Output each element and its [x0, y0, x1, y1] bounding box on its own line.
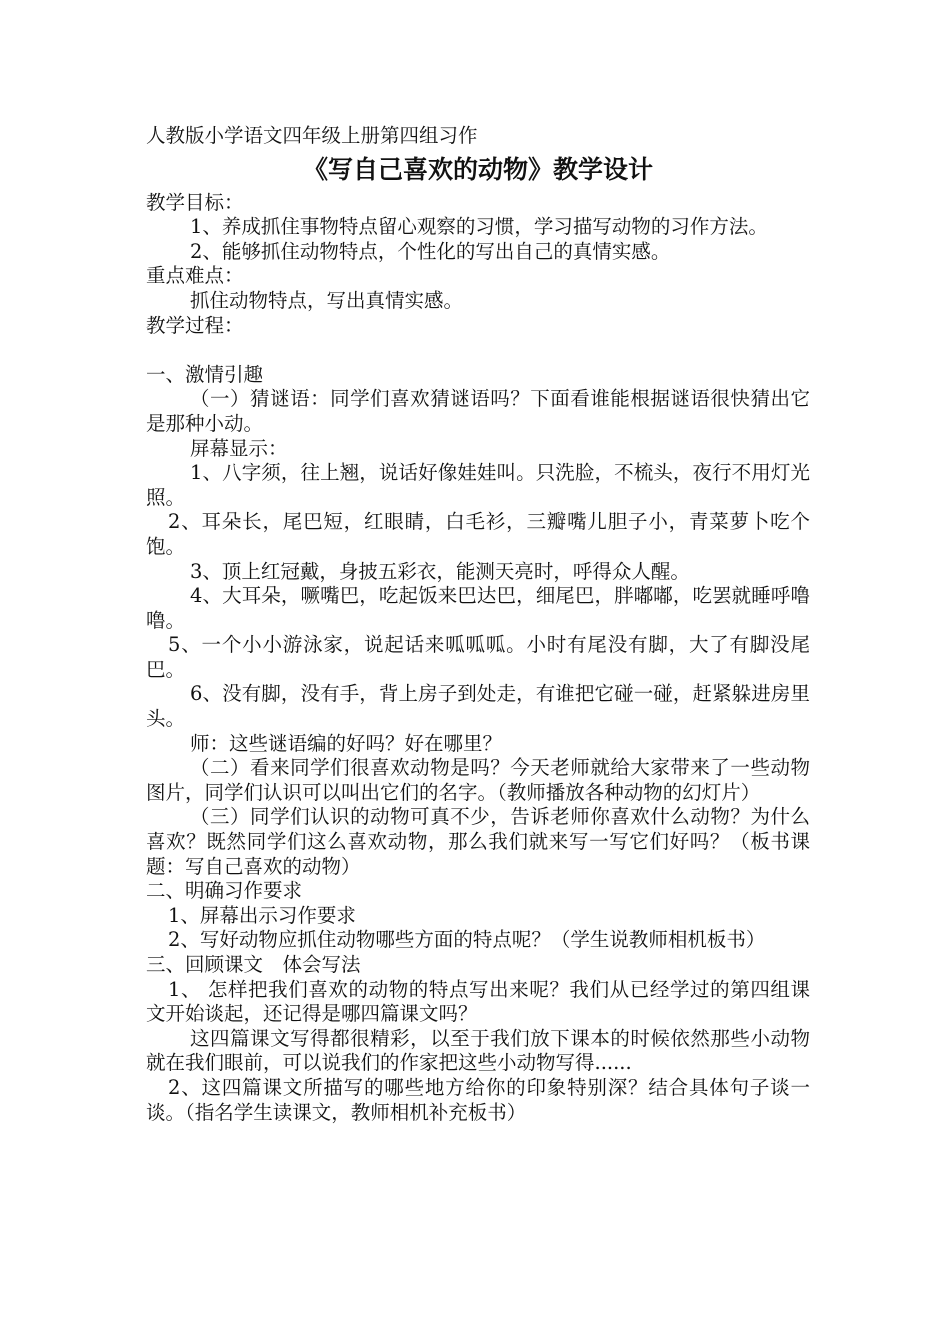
paragraph: 教学目标： — [146, 190, 244, 214]
paragraph: 1、 怎样把我们喜欢的动物的特点写出来呢？我们从已经学过的第四组课文开始谈起，还记得是哪四篇课文吗？ — [146, 977, 810, 1026]
paragraph: 1、屏幕出示习作要求 — [168, 903, 356, 927]
paragraph: 抓住动物特点，写出真情实感。 — [190, 288, 464, 312]
paragraph: 2、写好动物应抓住动物哪些方面的特点呢？（学生说教师相机板书） — [168, 928, 766, 952]
paragraph: （二）看来同学们很喜欢动物是吗？今天老师就给大家带来了一些动物图片，同学们认识可以叫出它们的名字。（教师播放各种动物的幻灯片） — [146, 756, 810, 804]
paragraph: 一、激情引趣 — [146, 362, 264, 386]
paragraph: 2、耳朵长，尾巴短，红眼睛，白毛衫，三瓣嘴儿胆子小，青菜萝卜吃个饱。 — [146, 510, 810, 558]
paragraph: （一）猜谜语：同学们喜欢猜谜语吗？下面看谁能根据谜语很快猜出它是那种小动。 — [146, 387, 810, 435]
paragraph: 1、八字须，往上翘，说话好像娃娃叫。只洗脸，不梳头，夜行不用灯光照。 — [146, 461, 810, 509]
paragraph: 1、养成抓住事物特点留心观察的习惯，学习描写动物的习作方法。 — [190, 215, 768, 239]
blank-line — [146, 338, 810, 363]
paragraph: 6、没有脚，没有手，背上房子到处走，有谁把它碰一碰，赶紧躲进房里头。 — [146, 682, 810, 731]
paragraph: 2、能够抓住动物特点，个性化的写出自己的真情实感。 — [190, 239, 671, 263]
document-subtitle: 人教版小学语文四年级上册第四组习作 — [146, 124, 478, 147]
paragraph-list — [146, 191, 810, 1126]
paragraph: 二、明确习作要求 — [146, 879, 303, 903]
paragraph: 教学过程： — [146, 313, 244, 337]
paragraph: 屏幕显示： — [190, 436, 288, 460]
paragraph: （三）同学们认识的动物可真不少，告诉老师你喜欢什么动物？为什么喜欢？既然同学们这么喜欢动物，那么我们就来写一写它们好吗？（板书课题：写自己喜欢的动物） — [146, 805, 810, 878]
document-body — [146, 124, 810, 1125]
paragraph: 三、回顾课文 体会写法 — [146, 953, 361, 976]
document-title: 《写自己喜欢的动物》教学设计 — [302, 154, 653, 184]
paragraph: 重点难点： — [146, 264, 244, 288]
paragraph: 师：这些谜语编的好吗？好在哪里？ — [190, 731, 503, 755]
paragraph: 3、顶上红冠戴，身披五彩衣，能测天亮时，呼得众人醒。 — [190, 559, 690, 583]
paragraph: 这四篇课文写得都很精彩，以至于我们放下课本的时候依然那些小动物就在我们眼前，可以说我们的作家把这些小动物写得...... — [146, 1026, 810, 1075]
paragraph: 4、大耳朵，噘嘴巴，吃起饭来巴达巴，细尾巴，胖嘟嘟，吃罢就睡呼噜噜。 — [146, 584, 810, 632]
paragraph: 5、一个小小游泳家，说起话来呱呱呱。小时有尾没有脚，大了有脚没尾巴。 — [146, 633, 810, 681]
paragraph: 2、这四篇课文所描写的哪些地方给你的印象特别深？结合具体句子谈一谈。（指名学生读课文，教师相机补充板书） — [146, 1075, 810, 1124]
